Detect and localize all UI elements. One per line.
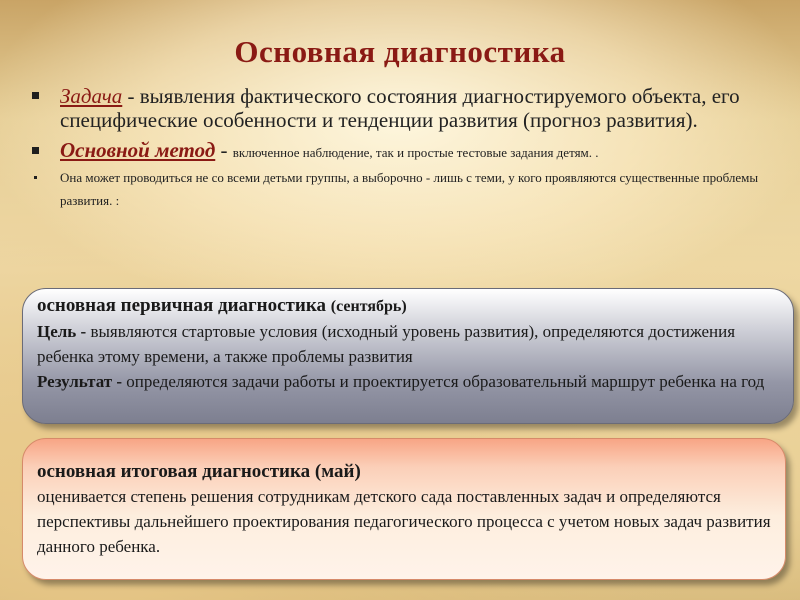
method-sep: - — [215, 138, 233, 162]
bullet-method-note — [22, 166, 782, 212]
final-heading: основная итоговая диагностика (май) — [37, 461, 361, 482]
method-text: включенное наблюдение, так и простые тестовые задания детям. . — [232, 145, 599, 160]
primary-diagnostics-box — [22, 288, 794, 424]
goal-label: Цель - — [37, 322, 87, 341]
task-label: Задача — [60, 84, 123, 108]
result-label: Результат - — [37, 372, 123, 391]
bullet-task — [22, 84, 782, 132]
goal-text: выявляются стартовые условия (исходный уровень развития), определяются достижения ребенка этому времени, а также проблемы развития — [37, 322, 736, 366]
square-bullet-icon — [32, 147, 39, 154]
small-square-bullet-icon — [34, 176, 37, 179]
bullet-list — [22, 84, 782, 212]
method-note-text: Она может проводиться не со всеми детьми группы, а выборочно - лишь с теми, у кого проявляются существенные проблемы развития. : — [60, 170, 759, 208]
primary-result — [37, 369, 781, 394]
final-text: оценивается степень решения сотрудникам детского сада поставленных задач и определяются перспективы дальнейшего проектирования педагогического процесса с учетом новых задач развития данного ребенка. — [37, 487, 771, 556]
final-diagnostics-box — [22, 438, 786, 580]
task-text: выявления фактического состояния диагностируемого объекта, его специфические особенности и тенденции развития (прогноз развития). — [60, 84, 740, 132]
method-label: Основной метод — [60, 138, 216, 162]
primary-heading: основная первичная диагностика (сентябрь) — [37, 295, 407, 316]
bullet-method — [22, 138, 782, 164]
slide-title: Основная диагностика — [234, 34, 566, 69]
task-sep: - — [122, 84, 140, 108]
square-bullet-icon — [32, 92, 39, 99]
primary-goal — [37, 319, 781, 369]
result-text: определяются задачи работы и проектируется образовательный маршрут ребенка на год — [126, 372, 765, 391]
